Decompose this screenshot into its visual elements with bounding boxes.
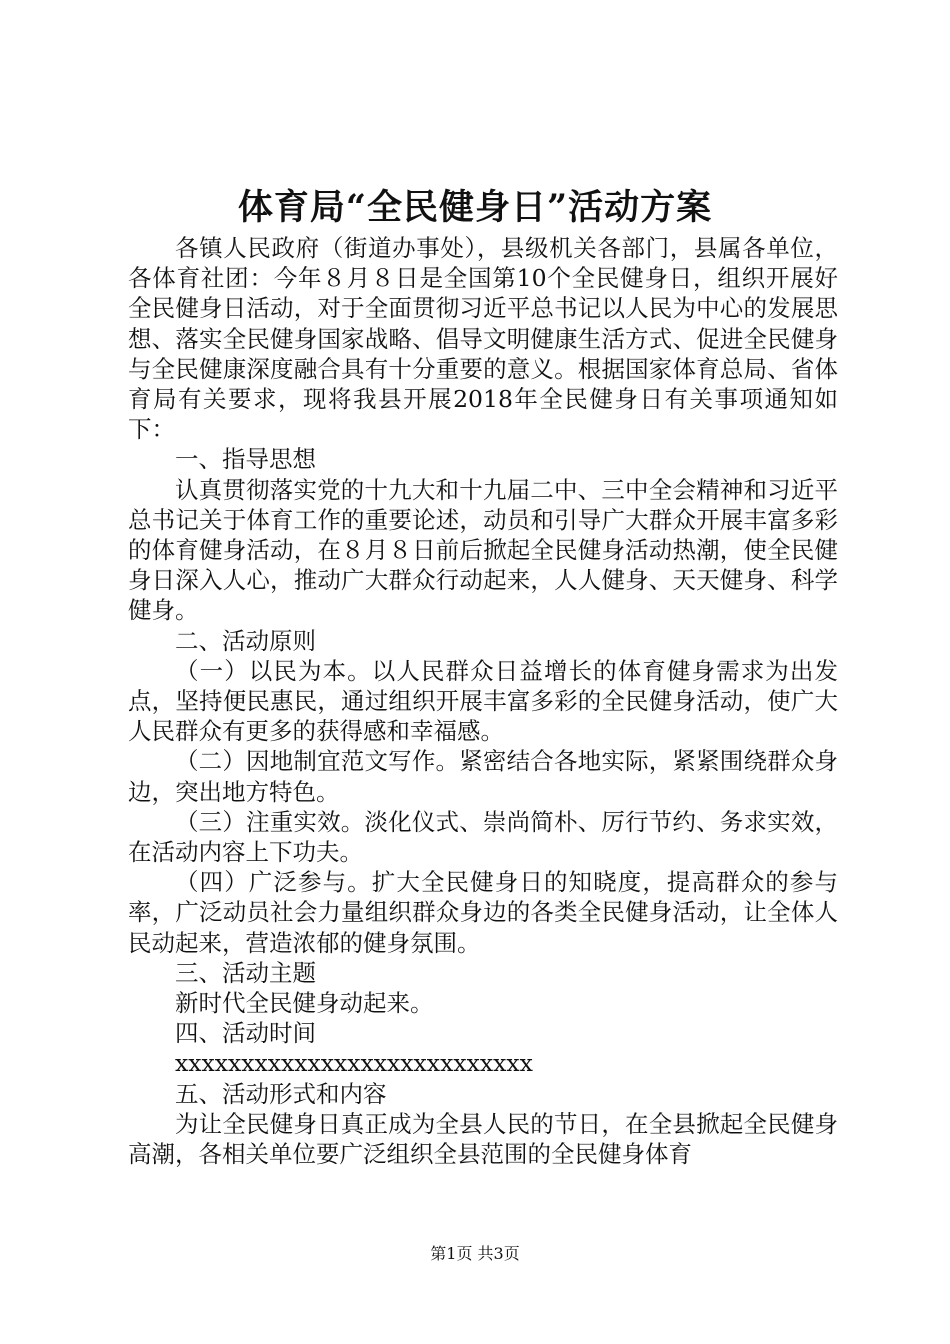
paragraph-format: 为让全民健身日真正成为全县人民的节日，在全县掀起全民健身高潮，各相关单位要广泛组织全县范围的全民健身体育	[128, 1109, 838, 1169]
paragraph-principle-3: （三）注重实效。淡化仪式、崇尚简朴、厉行节约、务求实效，在活动内容上下功夫。	[128, 807, 838, 867]
section-heading-time: 四、活动时间	[175, 1019, 316, 1048]
section-heading-format: 五、活动形式和内容	[175, 1079, 387, 1108]
paragraph-principle-1: （一）以民为本。以人民群众日益增长的体育健身需求为出发点，坚持便民惠民，通过组织开展丰富多彩的全民健身活动，使广大人民群众有更多的获得感和幸福感。	[128, 656, 838, 746]
paragraph-principle-2: （二）因地制宜范文写作。紧密结合各地实际，紧紧围绕群众身边，突出地方特色。	[128, 747, 838, 806]
document-body	[128, 233, 838, 1169]
section-heading-guiding-ideology: 一、指导思想	[175, 445, 316, 474]
section-heading-principles: 二、活动原则	[175, 626, 316, 655]
paragraph-time: xxxxxxxxxxxxxxxxxxxxxxxxxxx	[175, 1049, 533, 1078]
paragraph-intro: 各镇人民政府（街道办事处），县级机关各部门，县属各单位，各体育社团：今年８月８日是全国第10个全民健身日，组织开展好全民健身日活动，对于全面贯彻习近平总书记以人民为中心的发展思想、落实全民健身国家战略、倡导文明健康生活方式、促进全民健身与全民健康深度融合具有十分重要的意义。根据国家体育总局、省体育局有关要求，现将我县开展2018年全民健身日有关事项通知如下：	[128, 234, 838, 444]
document-title: 体育局“全民健身日”活动方案	[237, 187, 713, 228]
section-heading-theme: 三、活动主题	[175, 958, 316, 987]
page-footer: 第1页 共3页	[430, 1244, 520, 1263]
paragraph-guiding-ideology: 认真贯彻落实党的十九大和十九届二中、三中全会精神和习近平总书记关于体育工作的重要论述，动员和引导广大群众开展丰富多彩的体育健身活动，在８月８日前后掀起全民健身活动热潮，使全民健身日深入人心，推动广大群众行动起来，人人健身、天天健身、科学健身。	[128, 475, 838, 625]
paragraph-principle-4: （四）广泛参与。扩大全民健身日的知晓度，提高群众的参与率，广泛动员社会力量组织群众身边的各类全民健身活动，让全体人民动起来，营造浓郁的健身氛围。	[128, 868, 838, 957]
paragraph-theme: 新时代全民健身动起来。	[175, 989, 434, 1018]
